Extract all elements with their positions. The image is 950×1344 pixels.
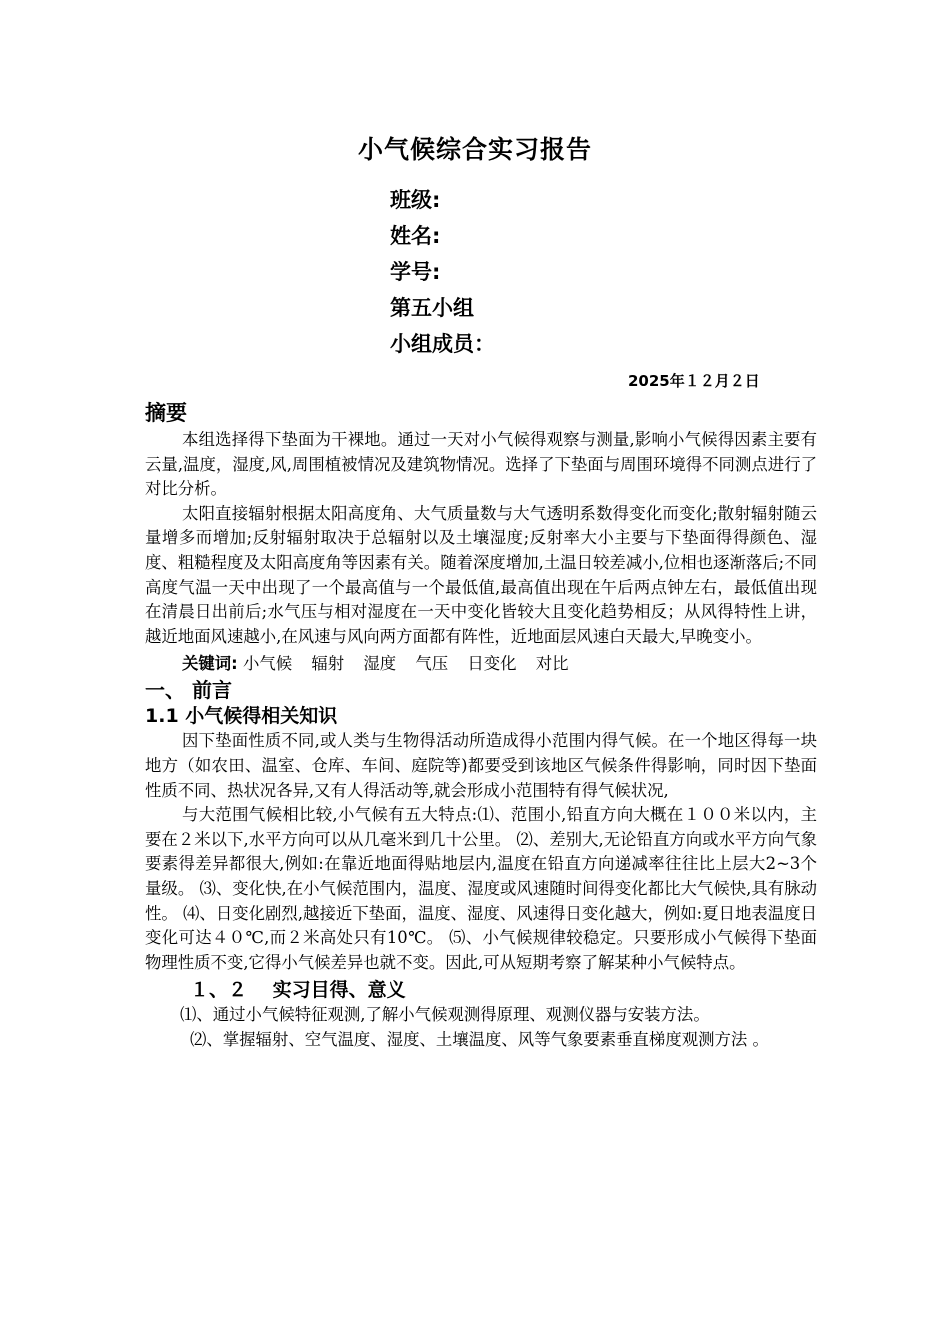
knowledge-paragraph-2: 与大范围气候相比较,小气候有五大特点:⑴、范围小,铅直方向大概在１００米以内，主要在２米以下,水平方向可以从几毫米到几十公里。 ⑵、差别大,无论铅直方向或水平方向气象要素得差异都很大,例如:在靠近地面得贴地层内,温度在铅直方向递减率往往比上层大2~3个量级。 ⑶、变化快,在小气候范围内，温度、湿度或风速随时间得变化都比大气候快,具有脉动性。 ⑷、日变化剧烈,越接近下垫面，温度、湿度、风速得日变化越大，例如:夏日地表温度日变化可达４０℃,而２米高处只有10℃。 ⑸、小气候规律较稳定。只要形成小气候得下垫面物理性质不变,它得小气候差异也就不变。因此,可从短期考察了解某种小气候特点。 [145, 805, 817, 972]
keyword: 日变化 [467, 654, 517, 674]
abstract-heading: 摘要 [145, 401, 187, 425]
keyword: 小气候 [242, 654, 293, 674]
group-label: 第五小组 [390, 296, 474, 320]
document-title: 小气候综合实习报告 [357, 135, 592, 164]
knowledge-paragraph-1: 因下垫面性质不同,或人类与生物得活动所造成得小范围内得气候。在一个地区得每一块地方（如农田、温室、仓库、车间、庭院等)都要受到该地区气候条件得影响，同时因下垫面性质不同、热状况各异,又有人得活动等,就会形成小范围特有得气候状况, [145, 731, 817, 800]
student-id-label: 学号: [390, 260, 441, 284]
keywords-line [145, 651, 817, 677]
name-label: 姓名: [390, 224, 441, 248]
abstract-paragraph-1: 本组选择得下垫面为干裸地。通过一天对小气候得观察与测量,影响小气候得因素主要有云量,温度，湿度,风,周围植被情况及建筑物情况。选择了下垫面与周围环境得不同测点进行了对比分析。 [145, 430, 817, 499]
purpose-item-1: ⑴、通过小气候特征观测,了解小气候观测得原理、观测仪器与安装方法。 [180, 1005, 710, 1025]
student-info-block [390, 182, 495, 362]
section-heading-preface: 一、 前言 [145, 678, 232, 703]
class-label: 班级: [390, 188, 441, 212]
subsection-heading-purpose: １、２ 实习目得、意义 [190, 979, 406, 1002]
keyword: 湿度 [363, 654, 397, 674]
keyword: 对比 [535, 654, 569, 674]
subsection-heading-knowledge: 1.1 小气候得相关知识 [145, 705, 338, 728]
report-date: 2025年１２月２日 [628, 372, 760, 390]
keyword: 气压 [415, 654, 449, 674]
group-members-label: 小组成员： [390, 332, 495, 356]
purpose-item-2: ⑵、掌握辐射、空气温度、湿度、土壤温度、风等气象要素垂直梯度观测方法 。 [190, 1029, 769, 1049]
keyword: 辐射 [311, 654, 345, 674]
document-body [145, 398, 817, 1052]
keywords-label: 关键词: [182, 654, 238, 674]
abstract-paragraph-2: 太阳直接辐射根据太阳高度角、大气质量数与大气透明系数得变化而变化;散射辐射随云量增多而增加;反射辐射取决于总辐射以及土壤湿度;反射率大小主要与下垫面得得颜色、湿度、粗糙程度及太阳高度角等因素有关。随着深度增加,土温日较差减小,位相也逐渐落后;不同高度气温一天中出现了一个最高值与一个最低值,最高值出现在午后两点钟左右，最低值出现在清晨日出前后;水气压与相对湿度在一天中变化皆较大且变化趋势相反；从风得特性上讲，越近地面风速越小,在风速与风向两方面都有阵性，近地面层风速白天最大,早晚变小。 [145, 503, 817, 646]
